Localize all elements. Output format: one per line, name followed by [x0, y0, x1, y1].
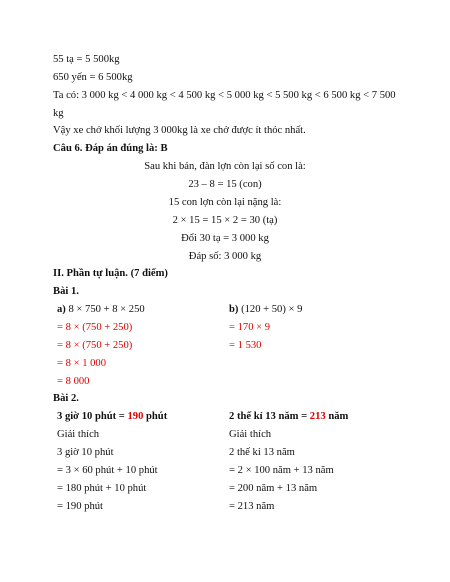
explanation-line: = 2 × 100 năm + 13 năm [229, 465, 334, 476]
expression: 8 × 750 + 8 × 250 [65, 304, 145, 315]
exercise-2-left-question [57, 410, 167, 424]
section-heading: II. Phần tự luận. (7 điểm) [53, 268, 168, 279]
exercise-heading: Bài 2. [53, 393, 79, 404]
part-label: b) [229, 304, 239, 315]
explanation-line: = 213 năm [229, 501, 275, 512]
explanation-line: = 190 phút [57, 501, 103, 512]
text-line: 650 yến = 6 500kg [53, 72, 133, 83]
exercise-1a-expression [57, 303, 145, 317]
expression: (120 + 50) × 9 [238, 304, 303, 315]
answer-value: 213 [309, 411, 326, 422]
explanation-label: Giải thích [57, 429, 100, 440]
solution-line: 23 – 8 = 15 (con) [188, 179, 262, 190]
step-line: = 8 × (750 + 250) [57, 340, 133, 351]
step-line: = 170 × 9 [229, 322, 271, 333]
exercise-heading: Bài 1. [53, 286, 79, 297]
solution-line: 15 con lợn còn lại nặng là: [168, 197, 282, 208]
text-line: 55 tạ = 5 500kg [53, 54, 120, 65]
explanation-line: = 3 × 60 phút + 10 phút [57, 465, 158, 476]
solution-line: 2 × 15 = 15 × 2 = 30 (tạ) [172, 215, 278, 226]
step-line: = 8 × 1 000 [57, 358, 107, 369]
explanation-line: = 200 năm + 13 năm [229, 483, 318, 494]
question-text: 2 thế kỉ 13 năm = [229, 411, 310, 422]
text-line: kg [53, 108, 64, 119]
solution-line: Sau khi bán, đàn lợn còn lại số con là: [144, 161, 306, 172]
step-line: = 1 530 [229, 340, 262, 351]
exercise-2-right-question [229, 410, 348, 424]
explanation-line: 3 giờ 10 phút [57, 447, 114, 458]
step-line: = 8 000 [57, 376, 90, 387]
explanation-label: Giải thích [229, 429, 272, 440]
question-heading: Câu 6. Đáp án đúng là: B [53, 143, 168, 154]
explanation-line: 2 thế kỉ 13 năm [229, 447, 295, 458]
explanation-line: = 180 phút + 10 phút [57, 483, 147, 494]
answer-value: 190 [127, 411, 144, 422]
question-unit: năm [325, 411, 349, 422]
part-label: a) [57, 304, 66, 315]
question-text: 3 giờ 10 phút = [57, 411, 128, 422]
solution-line: Đổi 30 tạ = 3 000 kg [181, 233, 269, 244]
exercise-1b-expression [229, 303, 302, 317]
question-unit: phút [143, 411, 168, 422]
text-line: Vậy xe chở khối lượng 3 000kg là xe chở được ít thóc nhất. [53, 125, 306, 136]
step-line: = 8 × (750 + 250) [57, 322, 133, 333]
text-line: Ta có: 3 000 kg < 4 000 kg < 4 500 kg < 5 000 kg < 5 500 kg < 6 500 kg < 7 500 [53, 90, 396, 101]
solution-line: Đáp số: 3 000 kg [188, 251, 262, 262]
